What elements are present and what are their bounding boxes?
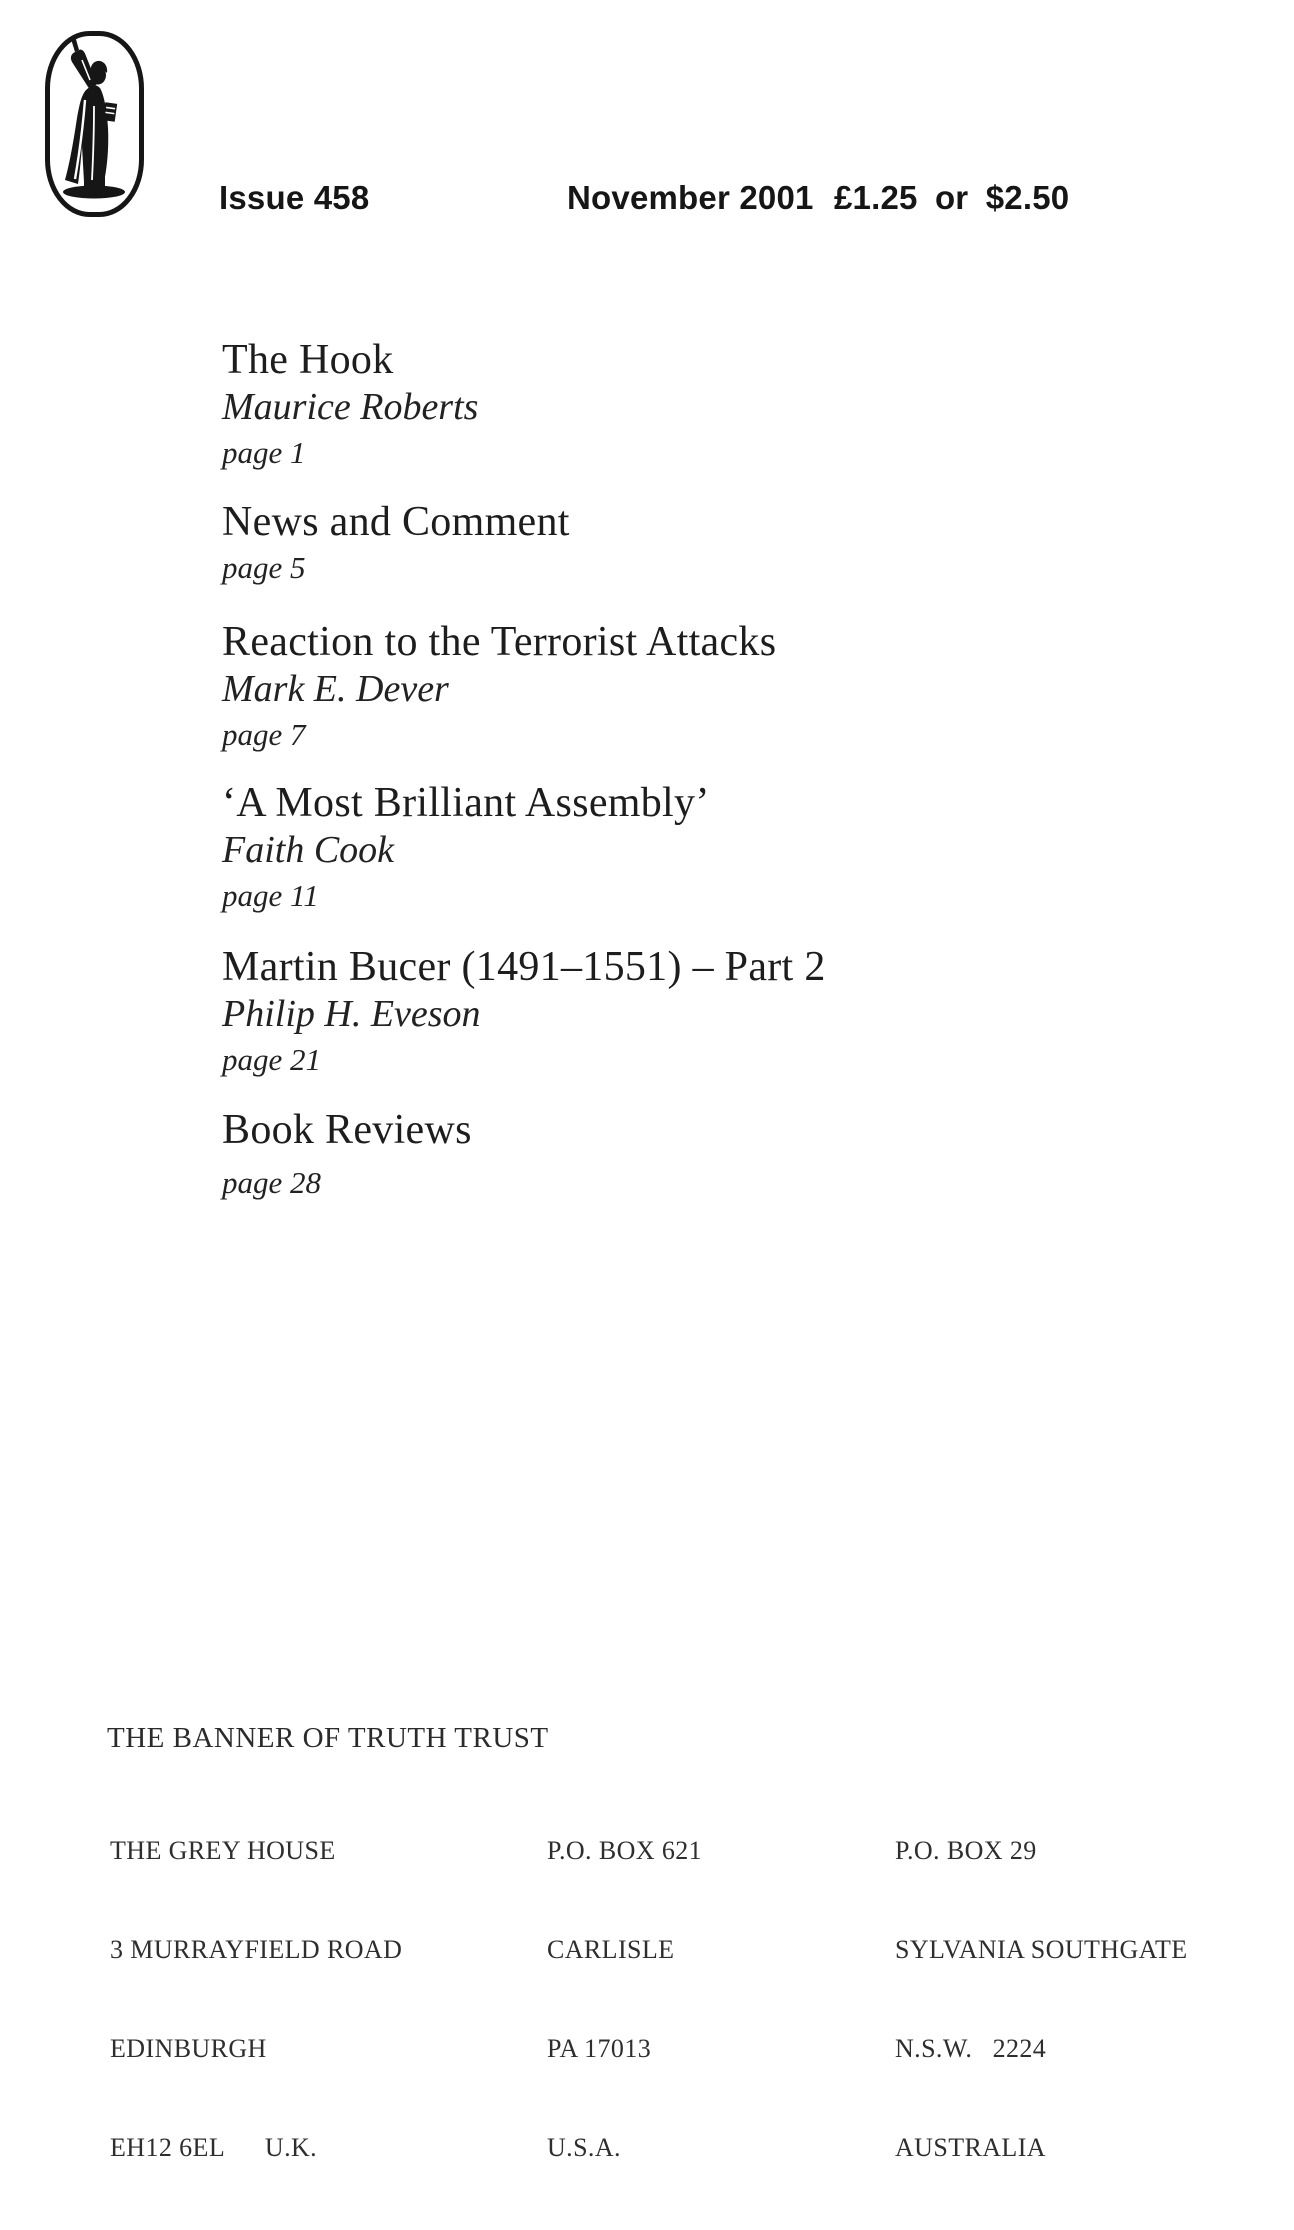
address-australia	[895, 1768, 1188, 2230]
article-page: page 7	[222, 717, 306, 752]
article-title: Reaction to the Terrorist Attacks	[222, 619, 777, 665]
address-line: CARLISLE	[547, 1935, 675, 1964]
address-line: AUSTRALIA	[895, 2133, 1046, 2162]
toc-entry	[222, 1106, 472, 1205]
article-title: Book Reviews	[222, 1107, 472, 1153]
toc-entry	[222, 498, 570, 590]
address-line: U.S.A.	[547, 2133, 621, 2162]
address-line: SYLVANIA SOUTHGATE	[895, 1935, 1188, 1964]
address-uk	[110, 1768, 402, 2230]
article-title: The Hook	[222, 337, 394, 383]
address-line: P.O. BOX 29	[895, 1836, 1037, 1865]
address-line: P.O. BOX 621	[547, 1836, 703, 1865]
article-title: Martin Bucer (1491–1551) – Part 2	[222, 944, 826, 990]
article-author: Mark E. Dever	[222, 668, 449, 710]
toc-entry	[222, 618, 776, 757]
article-author: Faith Cook	[222, 829, 395, 871]
article-page: page 28	[222, 1165, 322, 1200]
issue-date: November 2001	[567, 179, 814, 216]
article-page: page 21	[222, 1042, 322, 1077]
article-author: Maurice Roberts	[222, 386, 479, 428]
toc-entry	[222, 336, 478, 475]
address-usa	[547, 1768, 702, 2230]
article-page: page 1	[222, 435, 306, 470]
article-author: Philip H. Eveson	[222, 993, 481, 1035]
article-page: page 5	[222, 550, 306, 585]
issue-price: £1.25 or $2.50	[834, 179, 1070, 216]
address-line: N.S.W. 2224	[895, 2034, 1047, 2063]
address-line: PA 17013	[547, 2034, 652, 2063]
publisher-logo	[44, 30, 145, 218]
toc-entry	[222, 779, 710, 918]
address-line: 3 MURRAYFIELD ROAD	[110, 1935, 403, 1964]
publisher-name: THE BANNER OF TRUTH TRUST	[107, 1722, 549, 1754]
address-line: EDINBURGH	[110, 2034, 267, 2063]
toc-entry	[222, 943, 826, 1082]
preacher-icon	[63, 38, 125, 199]
address-line: THE GREY HOUSE	[110, 1836, 336, 1865]
address-line: EH12 6EL U.K.	[110, 2133, 318, 2162]
article-title: ‘A Most Brilliant Assembly’	[222, 780, 710, 826]
issue-number: Issue 458	[219, 179, 370, 216]
article-page: page 11	[222, 878, 319, 913]
article-title: News and Comment	[222, 499, 570, 545]
